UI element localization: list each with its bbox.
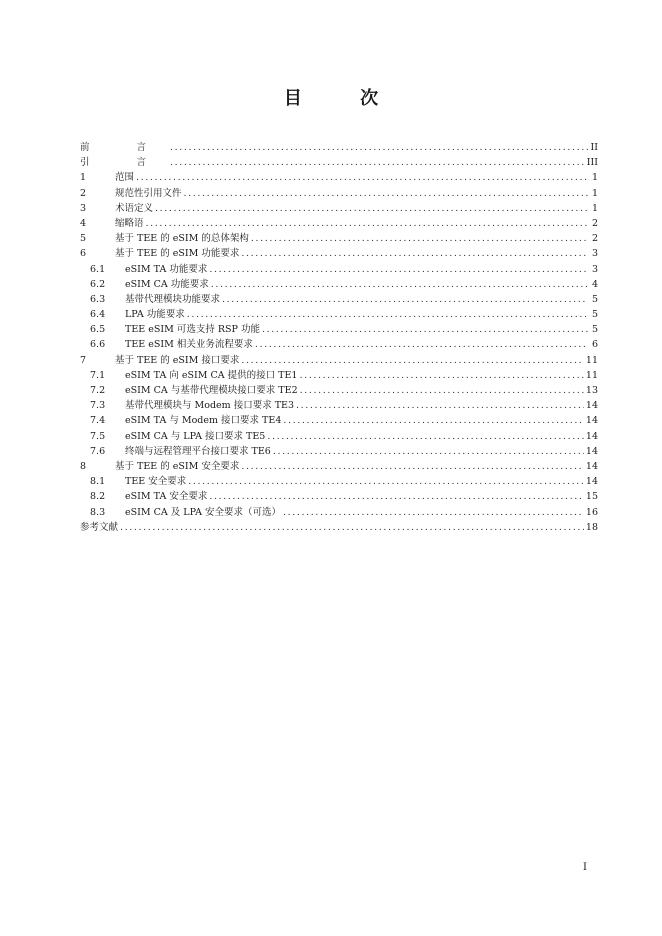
toc-entry-page: 11 [585,369,598,381]
toc-entry-page: 5 [591,324,598,336]
toc-dot-leader [273,444,584,459]
toc-entry-number: 8.2 [90,491,106,503]
toc-entry-title: TEE 安全要求 [125,476,187,488]
toc-entry-title: eSIM CA 与基带代理模块接口要求 TE2 [125,385,298,396]
toc-entry[interactable] [80,231,598,246]
toc-entry-page: 1 [591,202,598,214]
toc-entry-number: 3 [80,202,87,214]
toc-entry-number: 7.1 [90,369,106,381]
toc-entry[interactable] [80,505,598,520]
toc-entry-page: 15 [585,491,598,503]
toc-dot-leader [188,474,584,489]
toc-entry-page: 3 [591,263,598,275]
toc-entry[interactable] [80,383,598,398]
toc-entry-number: 4 [80,217,87,229]
toc-entry-page: 14 [585,400,598,412]
toc-entry-number: 7.2 [90,385,106,396]
toc-entry-number: 8.3 [90,506,106,518]
toc-dot-leader [170,140,588,155]
toc-entry-title: LPA 功能要求 [125,309,185,321]
toc-entry[interactable] [80,170,598,185]
toc-entry-page: 14 [585,476,598,488]
toc-entry[interactable] [80,307,598,322]
toc-entry-title: TEE eSIM 可选支持 RSP 功能 [125,324,260,336]
toc-entry[interactable] [80,292,598,307]
toc-entry-number: 7.4 [90,415,106,427]
toc-entry-title: eSIM CA 与 LPA 接口要求 TE5 [125,430,266,442]
toc-entry-title: eSIM TA 安全要求 [125,491,208,503]
toc-entry[interactable] [80,246,598,261]
toc-entry-title: 范围 [115,172,135,184]
toc-entry-title: eSIM CA 功能要求 [125,278,209,290]
toc-entry[interactable] [80,459,598,474]
toc-entry-title: 基带代理模块与 Modem 接口要求 TE3 [125,400,295,412]
toc-entry-number: 8.1 [90,476,106,488]
toc-entry[interactable] [80,262,598,277]
toc-entry-number: 7 [80,354,87,366]
toc-entry-title: eSIM TA 功能要求 [125,263,208,275]
toc-dot-leader [184,186,588,201]
toc-entry-title: 引 言 [80,157,169,169]
toc-entry-title: 术语定义 [115,202,154,214]
toc-entry-number: 7.6 [90,445,106,457]
toc-dot-leader [222,292,588,307]
toc-entry[interactable] [80,444,598,459]
toc-entry-title: 参考文献 [80,521,119,533]
toc-entry-page: 6 [591,339,598,351]
toc-dot-leader [283,505,584,520]
toc-entry-number: 7.5 [90,430,106,442]
toc-entry-number: 6 [80,248,87,260]
toc-entry-title: 基于 TEE 的 eSIM 安全要求 [115,460,240,472]
toc-dot-leader [300,383,584,398]
toc-entry-page: 5 [591,293,598,305]
toc-entry[interactable] [80,140,598,155]
toc-entry-page: 1 [591,187,598,199]
toc-entry[interactable] [80,353,598,368]
toc-entry-number: 6.4 [90,309,106,321]
toc-entry-title: eSIM TA 与 Modem 接口要求 TE4 [125,415,282,427]
toc-entry-page: 13 [585,385,598,396]
toc-entry-number: 2 [80,187,87,199]
toc-entry-title: eSIM CA 及 LPA 安全要求（可选） [125,506,282,518]
toc-entry-title: 基于 TEE 的 eSIM 接口要求 [115,354,240,366]
toc-entry-page: 18 [585,521,598,533]
toc-entry[interactable] [80,155,598,170]
toc-entry-page: 2 [591,233,598,245]
toc-entry[interactable] [80,337,598,352]
toc-entry[interactable] [80,368,598,383]
toc-dot-leader [283,413,584,428]
toc-entry-title: 基于 TEE 的 eSIM 功能要求 [115,248,240,260]
toc-dot-leader [146,216,588,231]
toc-entry-number: 8 [80,460,87,472]
toc-entry[interactable] [80,398,598,413]
toc-dot-leader [255,337,588,352]
toc-dot-leader [267,429,584,444]
toc-entry-page: III [586,157,598,169]
table-of-contents [80,140,598,535]
toc-dot-leader [299,368,583,383]
toc-entry-page: 5 [591,309,598,321]
toc-entry-page: 3 [591,248,598,260]
toc-entry[interactable] [80,429,598,444]
toc-entry-number: 7.3 [90,400,106,412]
toc-entry-page: II [590,142,598,153]
toc-entry-title: eSIM TA 向 eSIM CA 提供的接口 TE1 [125,369,298,381]
toc-entry[interactable] [80,322,598,337]
toc-entry-page: 14 [585,430,598,442]
toc-entry-number: 6.6 [90,339,106,351]
toc-title: 目 次 [283,88,405,109]
page-number: I [583,862,587,873]
toc-entry-number: 6.2 [90,278,106,290]
toc-dot-leader [251,231,588,246]
toc-dot-leader [120,520,584,535]
toc-entry-number: 6.1 [90,263,106,275]
toc-entry-page: 2 [591,217,598,229]
toc-dot-leader [155,201,588,216]
toc-dot-leader [209,489,584,504]
toc-dot-leader [211,277,588,292]
toc-dot-leader [136,170,588,185]
toc-dot-leader [241,459,584,474]
toc-entry[interactable] [80,277,598,292]
toc-entry[interactable] [80,186,598,201]
toc-entry[interactable] [80,201,598,216]
toc-entry-page: 11 [585,354,598,366]
toc-entry-page: 14 [585,445,598,457]
toc-entry[interactable] [80,413,598,428]
toc-entry[interactable] [80,474,598,489]
toc-entry-number: 1 [80,172,87,184]
toc-dot-leader [187,307,588,322]
toc-dot-leader [296,398,584,413]
toc-entry-page: 14 [585,460,598,472]
toc-entry-number: 6.5 [90,324,106,336]
toc-entry-number: 6.3 [90,293,106,305]
toc-entry-number: 5 [80,233,87,245]
toc-dot-leader [262,322,588,337]
toc-entry-page: 4 [591,278,598,290]
toc-dot-leader [241,246,588,261]
toc-entry[interactable] [80,216,598,231]
toc-dot-leader [241,353,584,368]
toc-dot-leader [209,262,588,277]
toc-entry-title: 基带代理模块功能要求 [125,293,221,305]
toc-entry-page: 1 [591,172,598,184]
toc-entry-page: 16 [585,506,598,518]
toc-entry-title: TEE eSIM 相关业务流程要求 [125,339,253,351]
toc-entry-title: 终端与远程管理平台接口要求 TE6 [125,445,271,457]
toc-dot-leader [170,155,585,170]
toc-entry[interactable] [80,520,598,535]
toc-entry-title: 规范性引用文件 [115,187,182,199]
toc-entry-title: 前 言 [80,142,169,153]
toc-entry[interactable] [80,489,598,504]
toc-entry-title: 缩略语 [115,217,144,229]
toc-entry-title: 基于 TEE 的 eSIM 的总体架构 [115,233,249,245]
toc-entry-page: 14 [585,415,598,427]
